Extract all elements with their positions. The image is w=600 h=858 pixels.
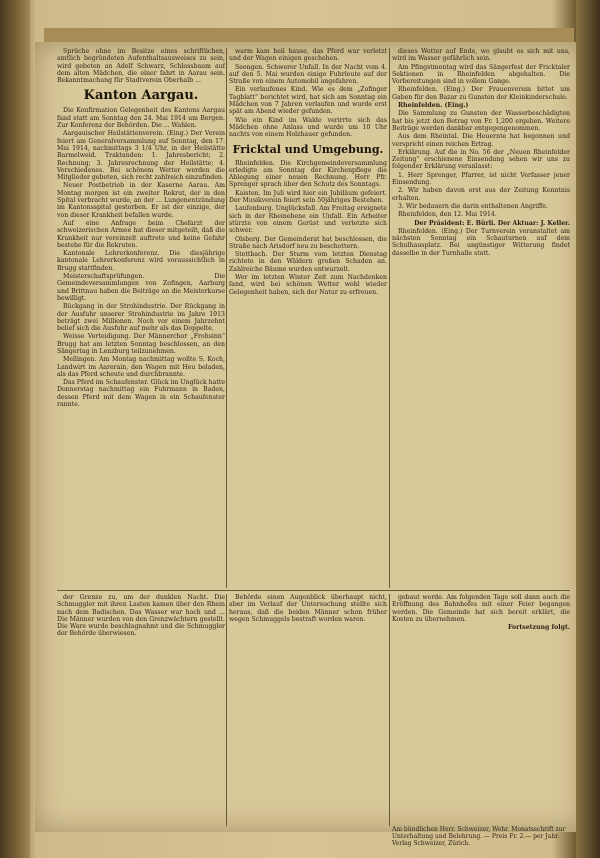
feuilleton-column-2 [229,594,387,826]
article-text: Rückgang in der Strohindustrie. Der Rückgang in der Ausfuhr unserer Strohindustrie im Jahre 1913 beträgt zwei Millionen. Noch vor einem Jahrzehnt belief sich die Ausfuhr auf mehr als das Doppelte. [57,303,225,333]
list-item: 1. Herr Sprenger, Pfarrer, ist nicht Verfasser jener Einsendung. [392,171,570,187]
column-rule [389,48,390,588]
article-text: Behörde einen Augenblick überhaupt nicht, aber im Verlauf der Untersuchung stellte sich heraus, daß die beiden Männer schon früher wegen Schmuggels bestraft worden waren. [229,594,387,623]
signature-names: Der Präsident: E. Bürli. Der Aktuar: J. Keller. [414,219,570,227]
signature-place: Rheinfelden, den 12. Mai 1914. [398,211,497,219]
article-text: Olsberg. Der Gemeinderat hat beschlossen, die Straße nach Arisdorf neu zu beschottern. [229,235,387,250]
list-item: 2. Wir haben davon erst aus der Zeitung Kenntnis erhalten. [392,187,570,202]
article-text: gebaut werde. Am folgenden Tage soll dann auch die Eröffnung des Bahnhofes mit einer Feier begangen werden. Die Gemeinde hat sich bereit erklärt, die Kosten zu übernehmen. [392,594,570,623]
column-2 [229,48,387,588]
article-text: Sprüche ohne im Besitze eines schriftlichen, amtlich begründeten Aufenthaltsausweises zu sein, wird gebeten an Adolf Schwarz, Schlossbaum auf dem alten Mädchen, die einer fahrt in Aarau sein. Bekanntmachung für Stadtverein Oberhalb ... [57,48,225,85]
column-rule [389,594,390,826]
article-text: Auf eine Anfrage beim Chefarzt der schweizerischen Armee hat dieser mitgeteilt, daß die Krankheit nur vereinzelt auftrete und keine Gefahr bestehe für die Rekruten. [57,219,225,249]
article-subheading: Rheinfelden. (Eing.) [398,102,469,110]
footer-notice: Am bündlichen Herr. Schweizer, Wehr. Monatsschrift zur Unterhaltung und Belehrung. — Preis Fr. 2.— per Jahr. Verlag Schweizer, Zürich. [392,826,566,847]
section-headline: Kanton Aargau. [83,88,199,104]
column-1 [57,48,225,588]
article-text: Stettbach. Der Sturm vom letzten Dienstag richtete in den Wäldern großen Schaden an. Zahlreiche Bäume wurden entwurzelt. [229,251,387,273]
column-rule [226,594,227,826]
article-text: Seengen. Schwerer Unfall. In der Nacht vom 4. auf den 5. Mai wurden einige Fuhrleute auf der Straße von einem Automobil angefahren. [229,63,387,86]
section-headline: Fricktal und Umgebung. [232,142,384,156]
article-text: Aargauischer Heilstättenverein. (Eing.) Der Verein feiert am Generalversammlung auf Sonntag, den 17. Mai 1914, nachmittags 3 1/4 Uhr, in der Heilstätte Barmelweid. Traktanden: 1. Jahresbericht; 2. Rechnung; 3. Jahresrechnung der Heilstätte; 4. Verschiedenes. Bei schönem Wetter werden die Mitglieder gebeten, sich recht zahlreich einzufinden. [57,130,225,182]
article-text: der Grenze zu, um der dunklen Nacht. Die Schmuggler mit ihren Lasten kamen über den Rhein nach dem Badischen. Das Wasser war hoch und ... Die Männer wurden von den Grenzwächtern gestellt. Die Ware wurde beschlagnahmt und die Schmuggler der Behörde überwiesen. [57,594,225,638]
article-text: Kaisten. Im Juli wird hier ein Jubiläum gefeiert. Der Musikverein feiert sein 50jähriges Bestehen. [229,189,387,205]
feuilleton-column-1 [57,594,225,826]
article-text: Rheinfelden. (Eing.) Der Turnverein veranstaltet am nächsten Sonntag ein Schauturnen auf dem Schulhausplatz. Bei ungünstiger Witterung findet dasselbe in der Turnhalle statt. [392,227,570,257]
list-item: 3. Wir bedauern die darin enthaltenen Angriffe. [398,202,548,210]
article-text: Wer im letzten Winter Zeit zum Nachdenken fand, wird bei schönen Wetter wohl wieder Gelegenheit haben, sich der Natur zu erfreuen. [229,274,387,296]
article-text: Das Pferd im Schaufenster. Glück im Unglück hatte Donnerstag nachmittag ein Fuhrmann in Baden, dessen Pferd mit dem Wagen in ein Schaufenster rannte. [57,379,225,409]
article-text: Die Konfirmation Gelegenheit des Kantons Aargau fand statt am Sonntag den 24. Mai 1914 um Bergen. Zur Konferenz der Behörden. Die ... Wahlen. [57,107,225,130]
section-rule [57,590,570,591]
article-text: Erklärung. Auf die in No. 56 der „Neuen Rheinfelder Zeitung“ erschienene Einsendung sehen wir uns zu folgender Erklärung veranlasst: [392,148,570,171]
article-text: Kantonale Lehrerkonferenz. Die diesjährige kantonale Lehrerkonferenz wird voraussichtlich in Brugg stattfinden. [57,250,225,272]
article-text: dieses Wetter auf Ende, wo glaubt es sich mit uns, wird im Wasser gefährlich sein. [392,48,570,63]
article-text: Ein verlaufenes Kind. Wie es dem „Zofinger Tagblatt“ berichtet wird, hat sich am Sonntag ein Mädchen von 7 Jahren verlaufen und wurde erst spät am Abend wieder gefunden. [229,86,387,116]
book-binding [0,0,30,858]
article-text: Neuer Postbetrieb in der Kaserne Aarau. Am Montag morgen ist ein zweiter Rekrut, der in den Spital verbracht wurde, an der ... Lungenentzündung im Kantonsspital gestorben. Er ist der einzige, der von dieser Krankheit befallen wurde. [57,182,225,219]
page-edge [576,0,600,858]
article-text: Weisse Verteidigung. Der Männerchor „Frohsinn“ Brugg hat am letzten Sonntag beschlossen, an den Sängertag in Lenzburg teilzunehmen. [57,333,225,355]
article-text: warm kam heil hause, das Pferd war verletzt und der Wagen einigen geschehen. [229,48,387,63]
article-text: Rheinfelden. Die Kirchgemeindeversammlung erledigte am Sonntag der Kirchenpflege die Ablegung einer neuen Rechnung. Herr Pfr. Sprenger sprach über den Schutz des Sonntags. [229,159,387,189]
article-text: Aus dem Rheintal. Die Heuernte hat begonnen und verspricht einen reichen Ertrag. [392,133,570,148]
article-text: Die Sammlung zu Gunsten der Wasserbeschädigten hat bis jetzt den Betrag von Fr. 1,200 ergeben. Weitere Beiträge werden dankbar entgegengenommen. [392,110,570,132]
article-text: Meisterschaftsprüfungen. Die Gemeindeversammlungen von Zofingen, Aarburg und Brittnau haben die Beiträge an die Meisterkurse bewilligt. [57,273,225,302]
continuation-note: Fortsetzung folgt. [507,624,570,632]
article-text: Wie ein Kind im Walde verirrte sich das Mädchen ohne Anlass und wurde um 10 Uhr nachts von einem Holzhauer gefunden. [229,116,387,139]
column-3 [392,48,570,588]
article-text: Laufenburg. Unglücksfall. Am Freitag ereignete sich in der Rheinebene ein Unfall. Ein Arbeiter stürzte von einem Gerüst und verletzte sich schwer. [229,205,387,235]
article-text: Am Pfingstmontag wird das Sängerfest der Fricktaler Sektionen in Rheinfelden abgehalten. Die Vorbereitungen sind in vollem Gange. [392,63,570,86]
feuilleton-column-3 [392,594,570,826]
article-text: Mellingen. Am Montag nachmittag wollte S. Koch, Landwirt im Aarerain, den Wagen mit Heu beladen, als das Pferd scheute und durchbrannte. [57,356,225,378]
article-text: Rheinfelden. (Eing.) Der Frauenverein bittet um Gaben für den Bazar zu Gunsten der Kleinkinderschule. [392,86,570,101]
column-rule [226,48,227,588]
